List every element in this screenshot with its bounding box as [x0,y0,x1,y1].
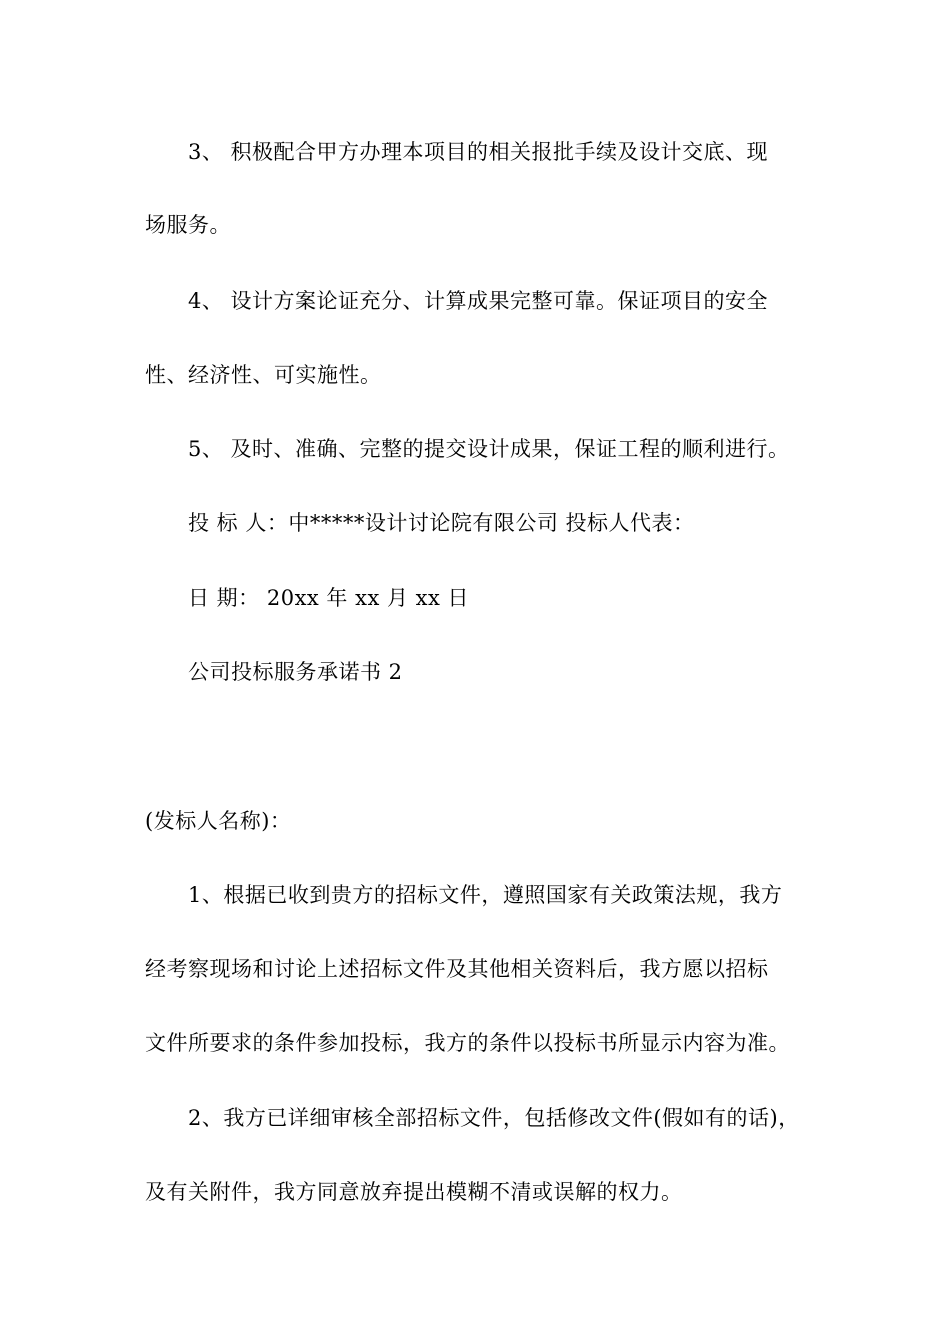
clause-2-line-1: 2、我方已详细审核全部招标文件，包括修改文件(假如有的话)， [188,1106,800,1130]
date-line: 日 期： 20xx 年 xx 月 xx 日 [188,586,470,610]
paragraph-item-4-line-1: 4、 设计方案论证充分、计算成果完整可靠。保证项目的安全 [188,289,769,313]
paragraph-item-3-line-2: 场服务。 [145,213,231,237]
paragraph-item-4-line-2: 性、经济性、可实施性。 [145,363,382,387]
clause-1-line-2: 经考察现场和讨论上述招标文件及其他相关资料后，我方愿以招标 [145,957,769,981]
clause-1-line-1: 1、根据已收到贵方的招标文件，遵照国家有关政策法规，我方 [188,883,783,907]
paragraph-item-3-line-1: 3、 积极配合甲方办理本项目的相关报批手续及设计交底、现 [188,140,769,164]
clause-2-line-2: 及有关附件，我方同意放弃提出模糊不清或误解的权力。 [145,1180,683,1204]
paragraph-item-5: 5、 及时、准确、完整的提交设计成果，保证工程的顺利进行。 [188,437,790,461]
section-heading: 公司投标服务承诺书 2 [188,660,403,684]
bidder-line: 投 标 人：中*****设计讨论院有限公司 投标人代表： [188,511,695,535]
clause-1-line-3: 文件所要求的条件参加投标，我方的条件以投标书所显示内容为准。 [145,1031,790,1055]
addressee-line: (发标人名称)： [145,809,292,833]
